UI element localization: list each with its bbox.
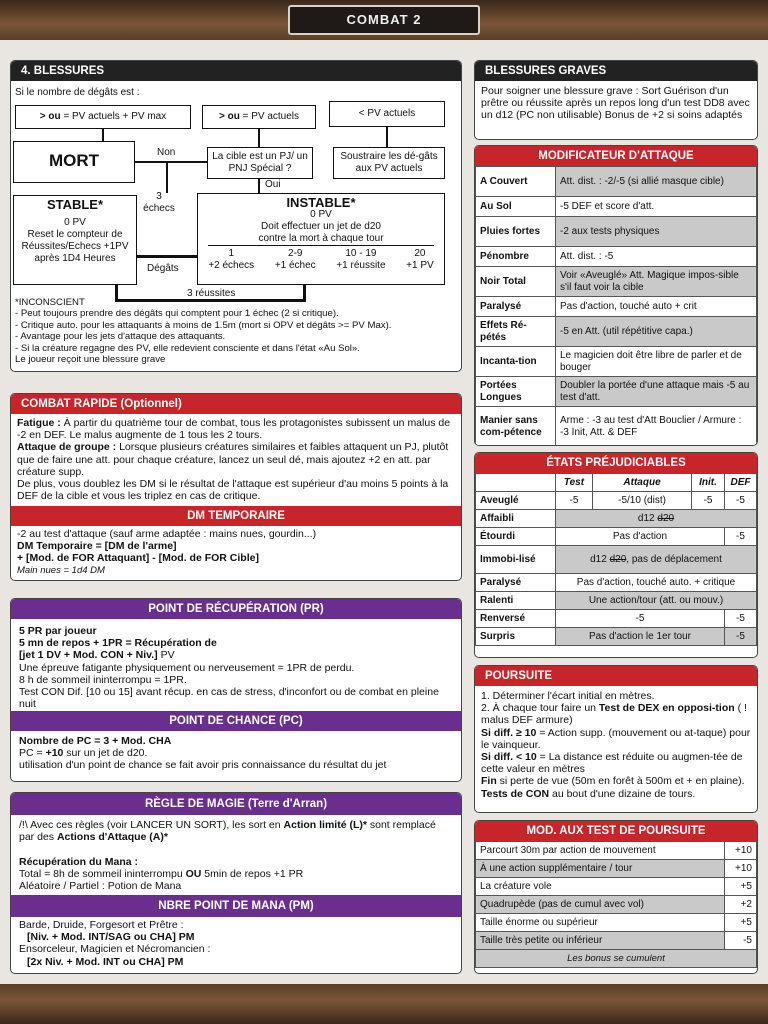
pr-panel — [10, 598, 462, 782]
graves-header: BLESSURES GRAVES — [475, 61, 757, 81]
graves-panel — [474, 60, 758, 140]
etats-panel — [474, 452, 758, 658]
rapide-panel — [10, 393, 462, 581]
box-pv-actuels: > ou = PV actuels — [202, 105, 316, 129]
dmtemp-text: -2 au test d'attaque (sauf arme adaptée : mains nues, gourdin...) DM Temporaire = [DM de l'arme] + [Mod. de FOR Attaquant] - [Mod. de FOR Cible] Main nues = 1d4 DM — [17, 528, 317, 576]
mana-header: NBRE POINT DE MANA (PM) — [11, 895, 461, 917]
pc-header: POINT DE CHANCE (PC) — [11, 711, 461, 731]
echecs-label: 3 échecs — [143, 191, 175, 214]
stable-box: STABLE* 0 PV Reset le compteur de Réussites/Echecs +1PV après 1D4 Heures — [13, 195, 137, 285]
bottom-band — [0, 984, 768, 1024]
modpours-header: MOD. AUX TEST DE POURSUITE — [475, 821, 757, 841]
box-pv-max: > ou = PV actuels + PV max — [15, 105, 191, 129]
magie-text: /!\ Avec ces règles (voir LANCER UN SORT), les sort en Action limité (L)* sont remplacé par des Actions d'Attaque (A)* Récupération du Mana : Total = 8h de sommeil ininterrompu OU 5min de repos +1 PR Aléatoire / Partiel : Potion de Mana — [19, 819, 436, 893]
non-label: Non — [157, 147, 176, 158]
degats-label: Dégâts — [147, 263, 179, 274]
dmtemp-header: DM TEMPORAIRE — [11, 506, 461, 526]
reussites-label: 3 réussites — [187, 288, 236, 299]
pr-text: 5 PR par joueur 5 mn de repos + 1PR = Récupération de [jet 1 DV + Mod. CON + Niv.] PV Une épreuve fatigante physiquement ou nerveusement = 1PR de perdu. 8 h de sommeil ininterrompu = 1PR. Test CON Dif. [10 ou 15] avant récup. en cas de stress, d'inconfort ou de combat en pleine nuit — [19, 625, 439, 711]
poursuite-text: 1. Déterminer l'écart initial en mètres. 2. À chaque tour faire un Test de DEX en opposi-tion ( ! malus DEF armure) Si diff. ≥ 10 = Action supp. (mouvement ou at-taque) pour le vainqueur. Si diff. < 10 = La distance est réduite ou augmen-tée de cette valeur en mètres Fin si perte de vue (50m en forêt à 500m et + en plaine). Tests de CON au bout d'une dizaine de tours. — [481, 690, 751, 800]
etats-header: ÉTATS PRÉJUDICIABLES — [475, 453, 757, 473]
blessures-panel — [10, 60, 462, 372]
graves-text: Pour soigner une blessure grave : Sort Guérison d'un prêtre ou réussite après un repos long d'un test DD8 avec un d12 (PC non utilisable) Bonus de +2 si soins adaptés — [481, 85, 750, 122]
blessures-intro: Si le nombre de dégâts est : — [15, 87, 140, 98]
etats-table: Test Attaque Init. DEF Aveuglé -5 -5/10 (dist) -5 -5 Affaibli d12 d20 Étourdi Pas d'action -5 Immobi-lisé d12 d20, pas de déplacement Paralysé Pas d'action, touché auto. + critique Ralenti Une action/tour (att. ou mouv.) Renversé -5 -5 Surpris Pas d'action le 1er tour -5 — [475, 473, 757, 646]
modpours-table: Parcourt 30m par action de mouvement +10 À une action supplémentaire / tour +10 La créature vole +5 Quadrupède (pas de cumul avec vol) +2 Taille énorme ou supérieur +5 Taille très petite ou inférieur -5 Les bonus se cumulent — [475, 841, 757, 968]
magie-panel — [10, 792, 462, 974]
question-box: La cible est un PJ/ un PNJ Spécial ? — [207, 147, 313, 179]
inconscient-notes: *INCONSCIENT - Peut toujours prendre des dégâts qui comptent pour 1 échec (2 si critique). - Critique auto. pour les attaquants à moins de 1.5m (mort si OPV et dégâts >= PV Max). - Avantage pour les jets d'attaque des attaquants. - Si la créature regagne des PV, elle redevient consciente et dans l'état «Au Sol». Le joueur reçoit une blessure grave — [15, 297, 392, 366]
page-title: COMBAT 2 — [288, 5, 480, 35]
rapide-text: Fatigue : À partir du quatrième tour de combat, tous les protagonistes subissent un malus de -2 en DEF. Le malus augmente de 1 tous les 2 tours. Attaque de groupe : Lorsque plusieurs créatures similaires et faibles attaquent un PJ, plutôt que de faire une att. pour chaque créature, lancez un seul dé, mais ajoutez +2 en att. par créature supp. De plus, vous doublez les DM si le résultat de l'attaque est supérieur d'au moins 5 points à la DEF de la cible et vous les triplez en cas de critique. — [17, 417, 451, 503]
modif-table: A Couvert Att. dist. : -2/-5 (si allié masque cible) Au Sol -5 DEF et score d'att. Pluies fortes -2 aux tests physiques Pénombre Att. dist. : -5 Noir Total Voir «Aveuglé» Att. Magique impos-sible s'il faut voir la cible Paralysé Pas d'action, touché auto + crit Effets Ré-pétés -5 en Att. (util répétitive capa.) Incanta-tion Le magicien doit être libre de parler et de bouger Portées Longues Doubler la portée d'une attaque mais -5 au test d'att. Manier sans com-pétence Arme : -3 au test d'Att Bouclier / Armure : -3 Init, Att. & DEF — [475, 166, 757, 446]
box-inf-pv: < PV actuels — [329, 101, 445, 127]
instable-box: INSTABLE* 0 PV Doit effectuer un jet de d20 contre la mort à chaque tour 1 +2 échecs 2-9 +1 échec 10 - 19 +1 réussite 20 +1 PV — [197, 193, 445, 285]
modif-panel — [474, 145, 758, 446]
rapide-header: COMBAT RAPIDE (Optionnel) — [11, 394, 461, 414]
pr-header: POINT DE RÉCUPÉRATION (PR) — [11, 599, 461, 619]
oui-label: Oui — [265, 179, 281, 190]
mana-text: Barde, Druide, Forgesort et Prêtre : [Niv. + Mod. INT/SAG ou CHA] PM Ensorceleur, Magicien et Nécromancien : [2x Niv. + Mod. INT ou CHA] PM — [19, 919, 211, 968]
pc-text: Nombre de PC = 3 + Mod. CHA PC = +10 sur un jet de d20. utilisation d'un point de chance se fait avoir pris connaissance du résultat du jet — [19, 735, 387, 772]
blessures-header: 4. BLESSURES — [11, 61, 461, 81]
poursuite-header: POURSUITE — [475, 666, 757, 686]
modif-header: MODIFICATEUR D'ATTAQUE — [475, 146, 757, 166]
poursuite-panel — [474, 665, 758, 813]
soustraire-box: Soustraire les dé-gâts aux PV actuels — [333, 147, 445, 179]
magie-header: RÈGLE DE MAGIE (Terre d'Arran) — [11, 793, 461, 815]
mort-box: MORT — [13, 141, 135, 183]
modpours-panel — [474, 820, 758, 974]
